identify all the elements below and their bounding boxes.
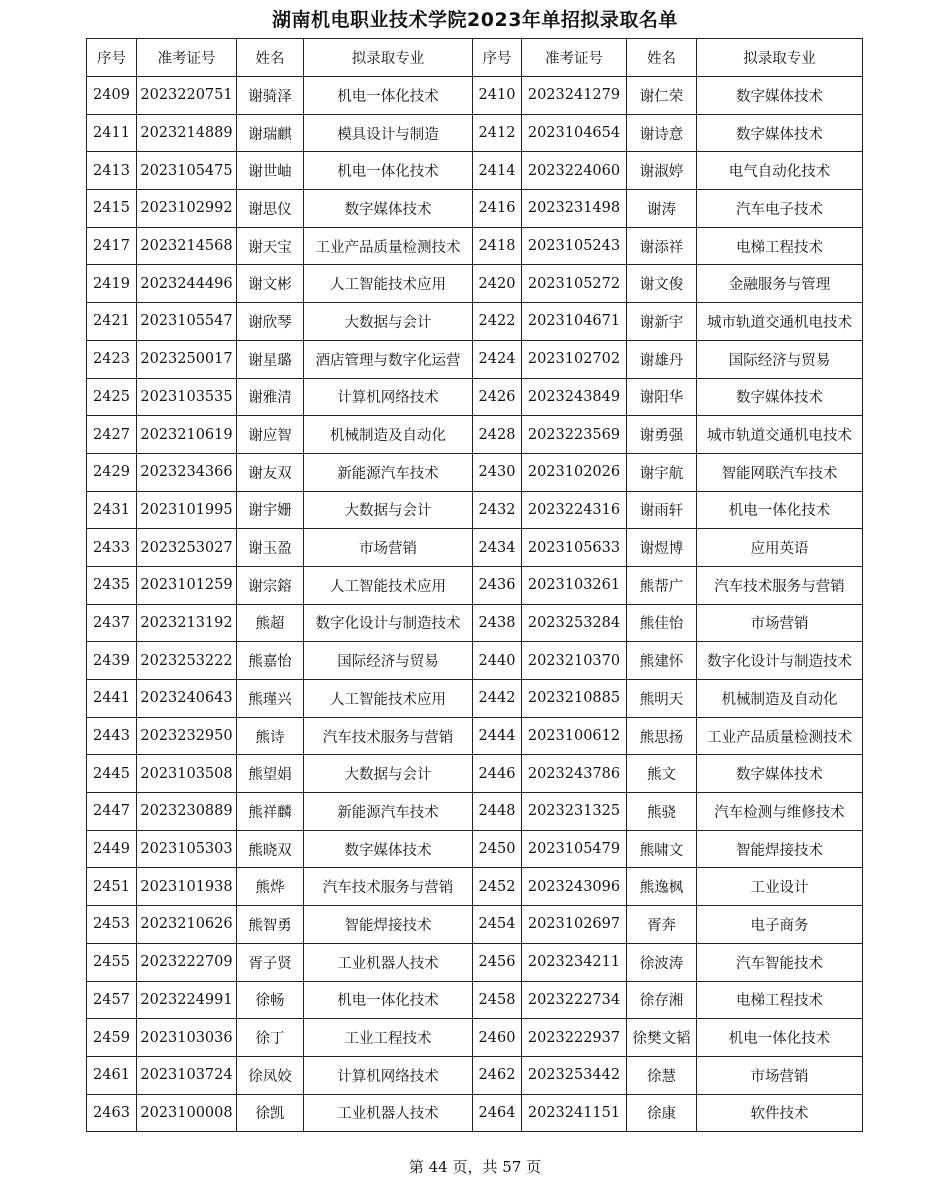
- major-cell: 电子商务: [697, 906, 863, 944]
- name-cell: 谢宇航: [627, 453, 697, 491]
- major-cell: 计算机网络技术: [304, 1056, 473, 1094]
- exam-id-cell: 2023224316: [522, 491, 627, 529]
- exam-id-cell: 2023210619: [137, 416, 237, 454]
- exam-id-cell: 2023231498: [522, 190, 627, 228]
- major-cell: 工业机器人技术: [304, 943, 473, 981]
- name-cell: 谢仁荣: [627, 77, 697, 115]
- major-cell: 城市轨道交通机电技术: [697, 303, 863, 341]
- seq-cell: 2417: [87, 227, 137, 265]
- name-cell: 谢欣琴: [237, 303, 304, 341]
- exam-id-cell: 2023105479: [522, 830, 627, 868]
- table-row: [87, 1094, 863, 1132]
- name-cell: 熊晓双: [237, 830, 304, 868]
- table-body: [87, 77, 863, 1132]
- name-cell: 熊思扬: [627, 717, 697, 755]
- seq-cell: 2455: [87, 943, 137, 981]
- table-row: [87, 1019, 863, 1057]
- major-cell: 智能焊接技术: [697, 830, 863, 868]
- seq-cell: 2411: [87, 114, 137, 152]
- name-cell: 谢添祥: [627, 227, 697, 265]
- name-cell: 熊瑾兴: [237, 680, 304, 718]
- major-cell: 数字化设计与制造技术: [304, 604, 473, 642]
- header-name-left: 姓名: [237, 39, 304, 77]
- major-cell: 数字化设计与制造技术: [697, 642, 863, 680]
- seq-cell: 2443: [87, 717, 137, 755]
- table-row: [87, 830, 863, 868]
- name-cell: 熊明天: [627, 680, 697, 718]
- seq-cell: 2438: [473, 604, 522, 642]
- name-cell: 谢思仪: [237, 190, 304, 228]
- name-cell: 熊帮广: [627, 566, 697, 604]
- major-cell: 数字媒体技术: [304, 190, 473, 228]
- major-cell: 电梯工程技术: [697, 227, 863, 265]
- seq-cell: 2409: [87, 77, 137, 115]
- name-cell: 徐康: [627, 1094, 697, 1132]
- exam-id-cell: 2023105547: [137, 303, 237, 341]
- exam-id-cell: 2023100008: [137, 1094, 237, 1132]
- table-row: [87, 114, 863, 152]
- seq-cell: 2456: [473, 943, 522, 981]
- exam-id-cell: 2023232950: [137, 717, 237, 755]
- seq-cell: 2453: [87, 906, 137, 944]
- table-row: [87, 265, 863, 303]
- seq-cell: 2457: [87, 981, 137, 1019]
- name-cell: 熊嘉怡: [237, 642, 304, 680]
- name-cell: 熊啸文: [627, 830, 697, 868]
- exam-id-cell: 2023234366: [137, 453, 237, 491]
- seq-cell: 2412: [473, 114, 522, 152]
- seq-cell: 2427: [87, 416, 137, 454]
- exam-id-cell: 2023244496: [137, 265, 237, 303]
- name-cell: 谢应智: [237, 416, 304, 454]
- major-cell: 数字媒体技术: [304, 830, 473, 868]
- seq-cell: 2423: [87, 340, 137, 378]
- exam-id-cell: 2023105475: [137, 152, 237, 190]
- name-cell: 徐丁: [237, 1019, 304, 1057]
- major-cell: 汽车智能技术: [697, 943, 863, 981]
- table-row: [87, 152, 863, 190]
- name-cell: 熊超: [237, 604, 304, 642]
- exam-id-cell: 2023253027: [137, 529, 237, 567]
- name-cell: 谢瑞麒: [237, 114, 304, 152]
- exam-id-cell: 2023253442: [522, 1056, 627, 1094]
- seq-cell: 2464: [473, 1094, 522, 1132]
- exam-id-cell: 2023224991: [137, 981, 237, 1019]
- table-row: [87, 491, 863, 529]
- exam-id-cell: 2023105272: [522, 265, 627, 303]
- seq-cell: 2428: [473, 416, 522, 454]
- major-cell: 数字媒体技术: [697, 77, 863, 115]
- major-cell: 市场营销: [697, 1056, 863, 1094]
- major-cell: 大数据与会计: [304, 755, 473, 793]
- exam-id-cell: 2023104671: [522, 303, 627, 341]
- major-cell: 酒店管理与数字化运营: [304, 340, 473, 378]
- name-cell: 熊文: [627, 755, 697, 793]
- exam-id-cell: 2023243786: [522, 755, 627, 793]
- major-cell: 汽车电子技术: [697, 190, 863, 228]
- seq-cell: 2441: [87, 680, 137, 718]
- name-cell: 谢雨轩: [627, 491, 697, 529]
- exam-id-cell: 2023102992: [137, 190, 237, 228]
- name-cell: 徐波涛: [627, 943, 697, 981]
- major-cell: 人工智能技术应用: [304, 566, 473, 604]
- exam-id-cell: 2023230889: [137, 793, 237, 831]
- header-seq-right: 序号: [473, 39, 522, 77]
- major-cell: 汽车技术服务与营销: [304, 717, 473, 755]
- name-cell: 谢雄丹: [627, 340, 697, 378]
- seq-cell: 2440: [473, 642, 522, 680]
- exam-id-cell: 2023222937: [522, 1019, 627, 1057]
- header-exam-id-right: 准考证号: [522, 39, 627, 77]
- exam-id-cell: 2023210370: [522, 642, 627, 680]
- major-cell: 数字媒体技术: [697, 755, 863, 793]
- seq-cell: 2439: [87, 642, 137, 680]
- name-cell: 谢友双: [237, 453, 304, 491]
- major-cell: 机电一体化技术: [304, 981, 473, 1019]
- exam-id-cell: 2023104654: [522, 114, 627, 152]
- seq-cell: 2436: [473, 566, 522, 604]
- exam-id-cell: 2023253284: [522, 604, 627, 642]
- seq-cell: 2448: [473, 793, 522, 831]
- header-name-right: 姓名: [627, 39, 697, 77]
- seq-cell: 2461: [87, 1056, 137, 1094]
- name-cell: 谢宗鎔: [237, 566, 304, 604]
- table-row: [87, 77, 863, 115]
- document-title: 湖南机电职业技术学院2023年单招拟录取名单: [272, 9, 678, 31]
- exam-id-cell: 2023250017: [137, 340, 237, 378]
- major-cell: 智能焊接技术: [304, 906, 473, 944]
- major-cell: 人工智能技术应用: [304, 265, 473, 303]
- major-cell: 机械制造及自动化: [304, 416, 473, 454]
- exam-id-cell: 2023102026: [522, 453, 627, 491]
- exam-id-cell: 2023101259: [137, 566, 237, 604]
- seq-cell: 2421: [87, 303, 137, 341]
- table-row: [87, 906, 863, 944]
- exam-id-cell: 2023240643: [137, 680, 237, 718]
- major-cell: 软件技术: [697, 1094, 863, 1132]
- name-cell: 徐畅: [237, 981, 304, 1019]
- exam-id-cell: 2023214568: [137, 227, 237, 265]
- table-row: [87, 755, 863, 793]
- name-cell: 熊祥麟: [237, 793, 304, 831]
- major-cell: 机电一体化技术: [304, 152, 473, 190]
- seq-cell: 2420: [473, 265, 522, 303]
- name-cell: 徐存湘: [627, 981, 697, 1019]
- seq-cell: 2459: [87, 1019, 137, 1057]
- seq-cell: 2432: [473, 491, 522, 529]
- seq-cell: 2429: [87, 453, 137, 491]
- exam-id-cell: 2023231325: [522, 793, 627, 831]
- header-exam-id-left: 准考证号: [137, 39, 237, 77]
- seq-cell: 2425: [87, 378, 137, 416]
- seq-cell: 2419: [87, 265, 137, 303]
- name-cell: 熊建怀: [627, 642, 697, 680]
- seq-cell: 2435: [87, 566, 137, 604]
- name-cell: 胥奔: [627, 906, 697, 944]
- major-cell: 新能源汽车技术: [304, 453, 473, 491]
- major-cell: 电气自动化技术: [697, 152, 863, 190]
- name-cell: 谢宇姗: [237, 491, 304, 529]
- seq-cell: 2431: [87, 491, 137, 529]
- major-cell: 新能源汽车技术: [304, 793, 473, 831]
- exam-id-cell: 2023103724: [137, 1056, 237, 1094]
- exam-id-cell: 2023105633: [522, 529, 627, 567]
- page-footer: 第 44 页，共 57 页: [408, 1158, 542, 1176]
- major-cell: 城市轨道交通机电技术: [697, 416, 863, 454]
- major-cell: 数字媒体技术: [697, 114, 863, 152]
- admission-roster-table: [86, 38, 863, 1132]
- exam-id-cell: 2023101938: [137, 868, 237, 906]
- header-major-right: 拟录取专业: [697, 39, 863, 77]
- major-cell: 机电一体化技术: [304, 77, 473, 115]
- exam-id-cell: 2023222709: [137, 943, 237, 981]
- seq-cell: 2444: [473, 717, 522, 755]
- seq-cell: 2447: [87, 793, 137, 831]
- table-row: [87, 1056, 863, 1094]
- table-row: [87, 717, 863, 755]
- major-cell: 机电一体化技术: [697, 491, 863, 529]
- table-row: [87, 981, 863, 1019]
- name-cell: 谢骑泽: [237, 77, 304, 115]
- seq-cell: 2437: [87, 604, 137, 642]
- major-cell: 应用英语: [697, 529, 863, 567]
- major-cell: 人工智能技术应用: [304, 680, 473, 718]
- exam-id-cell: 2023243096: [522, 868, 627, 906]
- table-row: [87, 227, 863, 265]
- name-cell: 谢煜博: [627, 529, 697, 567]
- name-cell: 谢阳华: [627, 378, 697, 416]
- major-cell: 模具设计与制造: [304, 114, 473, 152]
- exam-id-cell: 2023103535: [137, 378, 237, 416]
- exam-id-cell: 2023103036: [137, 1019, 237, 1057]
- seq-cell: 2414: [473, 152, 522, 190]
- exam-id-cell: 2023253222: [137, 642, 237, 680]
- exam-id-cell: 2023105243: [522, 227, 627, 265]
- name-cell: 徐樊文韬: [627, 1019, 697, 1057]
- exam-id-cell: 2023103508: [137, 755, 237, 793]
- table-row: [87, 642, 863, 680]
- name-cell: 谢文俊: [627, 265, 697, 303]
- exam-id-cell: 2023241279: [522, 77, 627, 115]
- seq-cell: 2462: [473, 1056, 522, 1094]
- seq-cell: 2416: [473, 190, 522, 228]
- major-cell: 工业产品质量检测技术: [697, 717, 863, 755]
- exam-id-cell: 2023243849: [522, 378, 627, 416]
- exam-id-cell: 2023102702: [522, 340, 627, 378]
- seq-cell: 2433: [87, 529, 137, 567]
- exam-id-cell: 2023102697: [522, 906, 627, 944]
- name-cell: 熊望娟: [237, 755, 304, 793]
- name-cell: 徐慧: [627, 1056, 697, 1094]
- name-cell: 谢淑婷: [627, 152, 697, 190]
- major-cell: 数字媒体技术: [697, 378, 863, 416]
- major-cell: 国际经济与贸易: [304, 642, 473, 680]
- table-row: [87, 680, 863, 718]
- seq-cell: 2430: [473, 453, 522, 491]
- name-cell: 熊佳怡: [627, 604, 697, 642]
- major-cell: 大数据与会计: [304, 303, 473, 341]
- seq-cell: 2460: [473, 1019, 522, 1057]
- seq-cell: 2458: [473, 981, 522, 1019]
- seq-cell: 2446: [473, 755, 522, 793]
- name-cell: 谢勇强: [627, 416, 697, 454]
- seq-cell: 2413: [87, 152, 137, 190]
- exam-id-cell: 2023220751: [137, 77, 237, 115]
- seq-cell: 2445: [87, 755, 137, 793]
- exam-id-cell: 2023214889: [137, 114, 237, 152]
- name-cell: 谢新宇: [627, 303, 697, 341]
- table-header-row: [87, 39, 863, 77]
- name-cell: 熊烨: [237, 868, 304, 906]
- exam-id-cell: 2023103261: [522, 566, 627, 604]
- exam-id-cell: 2023234211: [522, 943, 627, 981]
- seq-cell: 2450: [473, 830, 522, 868]
- name-cell: 熊逸枫: [627, 868, 697, 906]
- major-cell: 国际经济与贸易: [697, 340, 863, 378]
- major-cell: 工业工程技术: [304, 1019, 473, 1057]
- seq-cell: 2426: [473, 378, 522, 416]
- table-row: [87, 793, 863, 831]
- seq-cell: 2442: [473, 680, 522, 718]
- name-cell: 谢世岫: [237, 152, 304, 190]
- seq-cell: 2452: [473, 868, 522, 906]
- major-cell: 市场营销: [697, 604, 863, 642]
- name-cell: 谢星璐: [237, 340, 304, 378]
- table-row: [87, 416, 863, 454]
- seq-cell: 2451: [87, 868, 137, 906]
- major-cell: 电梯工程技术: [697, 981, 863, 1019]
- seq-cell: 2415: [87, 190, 137, 228]
- name-cell: 熊骁: [627, 793, 697, 831]
- exam-id-cell: 2023223569: [522, 416, 627, 454]
- name-cell: 徐凯: [237, 1094, 304, 1132]
- table-row: [87, 529, 863, 567]
- seq-cell: 2418: [473, 227, 522, 265]
- name-cell: 胥子贤: [237, 943, 304, 981]
- table-row: [87, 566, 863, 604]
- major-cell: 市场营销: [304, 529, 473, 567]
- table-row: [87, 868, 863, 906]
- name-cell: 徐凤姣: [237, 1056, 304, 1094]
- exam-id-cell: 2023222734: [522, 981, 627, 1019]
- major-cell: 大数据与会计: [304, 491, 473, 529]
- name-cell: 谢天宝: [237, 227, 304, 265]
- seq-cell: 2463: [87, 1094, 137, 1132]
- exam-id-cell: 2023210885: [522, 680, 627, 718]
- seq-cell: 2410: [473, 77, 522, 115]
- table-row: [87, 378, 863, 416]
- table-row: [87, 340, 863, 378]
- name-cell: 谢玉盈: [237, 529, 304, 567]
- seq-cell: 2422: [473, 303, 522, 341]
- major-cell: 工业产品质量检测技术: [304, 227, 473, 265]
- exam-id-cell: 2023210626: [137, 906, 237, 944]
- table-row: [87, 190, 863, 228]
- name-cell: 谢涛: [627, 190, 697, 228]
- name-cell: 谢雅清: [237, 378, 304, 416]
- major-cell: 金融服务与管理: [697, 265, 863, 303]
- name-cell: 熊智勇: [237, 906, 304, 944]
- exam-id-cell: 2023241151: [522, 1094, 627, 1132]
- exam-id-cell: 2023100612: [522, 717, 627, 755]
- seq-cell: 2454: [473, 906, 522, 944]
- table-row: [87, 943, 863, 981]
- table-row: [87, 604, 863, 642]
- major-cell: 汽车检测与维修技术: [697, 793, 863, 831]
- major-cell: 机电一体化技术: [697, 1019, 863, 1057]
- seq-cell: 2434: [473, 529, 522, 567]
- table-row: [87, 303, 863, 341]
- exam-id-cell: 2023213192: [137, 604, 237, 642]
- table-row: [87, 453, 863, 491]
- major-cell: 工业机器人技术: [304, 1094, 473, 1132]
- major-cell: 工业设计: [697, 868, 863, 906]
- header-major-left: 拟录取专业: [304, 39, 473, 77]
- seq-cell: 2449: [87, 830, 137, 868]
- exam-id-cell: 2023224060: [522, 152, 627, 190]
- major-cell: 计算机网络技术: [304, 378, 473, 416]
- name-cell: 谢诗意: [627, 114, 697, 152]
- major-cell: 机械制造及自动化: [697, 680, 863, 718]
- name-cell: 谢文彬: [237, 265, 304, 303]
- major-cell: 汽车技术服务与营销: [697, 566, 863, 604]
- exam-id-cell: 2023101995: [137, 491, 237, 529]
- major-cell: 智能网联汽车技术: [697, 453, 863, 491]
- seq-cell: 2424: [473, 340, 522, 378]
- name-cell: 熊诗: [237, 717, 304, 755]
- header-seq-left: 序号: [87, 39, 137, 77]
- major-cell: 汽车技术服务与营销: [304, 868, 473, 906]
- exam-id-cell: 2023105303: [137, 830, 237, 868]
